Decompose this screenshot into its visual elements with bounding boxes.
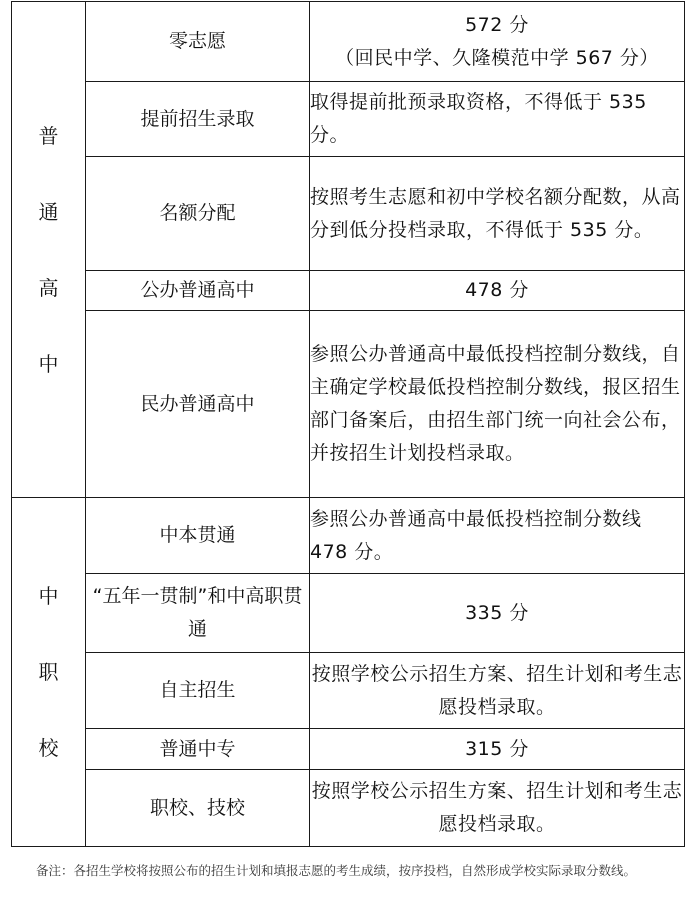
admission-type: 普通中专	[86, 729, 310, 770]
admission-type: 职校、技校	[86, 770, 310, 847]
admission-requirement: 取得提前批预录取资格，不得低于 535 分。	[310, 82, 685, 157]
admission-requirement: 315 分	[310, 729, 685, 770]
table-row	[12, 82, 685, 157]
admission-type: 自主招生	[86, 653, 310, 729]
table-row	[12, 271, 685, 311]
admission-type: 提前招生录取	[86, 82, 310, 157]
admission-type: “五年一贯制”和中高职贯通	[86, 574, 310, 653]
table-row	[12, 157, 685, 271]
admission-requirement: 478 分	[310, 271, 685, 311]
admission-requirement: 按照考生志愿和初中学校名额分配数，从高分到低分投档录取，不得低于 535 分。	[310, 157, 685, 271]
table-row	[12, 498, 685, 574]
table-row	[12, 770, 685, 847]
table-row	[12, 729, 685, 770]
admission-requirement: 335 分	[310, 574, 685, 653]
admission-score-table	[11, 1, 685, 847]
table-row	[12, 574, 685, 653]
admission-requirement: 参照公办普通高中最低投档控制分数线，自主确定学校最低投档控制分数线，报区招生部门备案后，由招生部门统一向社会公布，并按招生计划投档录取。	[310, 311, 685, 498]
table-row	[12, 2, 685, 82]
admission-requirement: 按照学校公示招生方案、招生计划和考生志愿投档录取。	[310, 770, 685, 847]
admission-type: 零志愿	[86, 2, 310, 82]
table-row	[12, 653, 685, 729]
admission-type: 公办普通高中	[86, 271, 310, 311]
group-label: 普通高中	[38, 123, 59, 376]
admission-requirement: 参照公办普通高中最低投档控制分数线 478 分。	[310, 498, 685, 574]
admission-type: 中本贯通	[86, 498, 310, 574]
admission-type: 民办普通高中	[86, 311, 310, 498]
group-general-high-school	[12, 2, 86, 498]
table-row	[12, 311, 685, 498]
admission-requirement: 572 分 （回民中学、久隆模范中学 567 分）	[310, 2, 685, 82]
admission-type: 名额分配	[86, 157, 310, 271]
group-vocational-school	[12, 498, 86, 847]
admission-requirement: 按照学校公示招生方案、招生计划和考生志愿投档录取。	[310, 653, 685, 729]
group-label: 中职校	[38, 584, 59, 760]
footnote: 备注：各招生学校将按照公布的招生计划和填报志愿的考生成绩，按序投档，自然形成学校实际录取分数线。	[36, 863, 637, 878]
